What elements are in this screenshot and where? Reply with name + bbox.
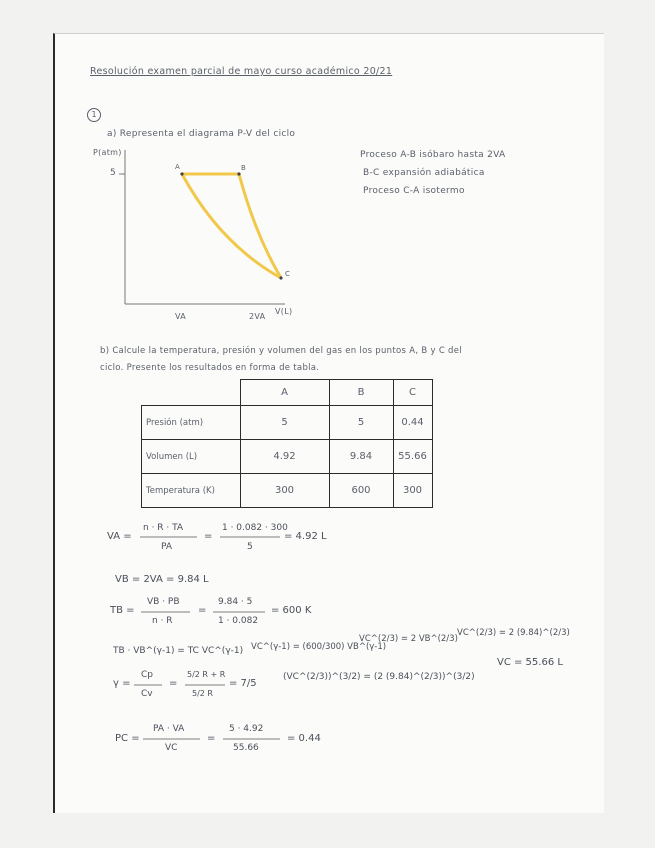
table-header-a: A [240,380,329,406]
volume-a: 4.92 [240,440,329,474]
tb-denominator-2: 1 · 0.082 [218,616,259,626]
va-result: = 4.92 L [284,531,327,542]
x-tick-2va: 2VA [249,312,266,321]
process-ca-curve [182,174,281,278]
va-numerator-2: 1 · 0.082 · 300 [222,523,288,533]
pressure-a: 5 [240,406,329,440]
row-label-temperature: Temperatura (K) [142,474,241,508]
temperature-c: 300 [393,474,432,508]
process-bc-curve [239,174,281,278]
table-header-c: C [393,380,432,406]
part-a-prompt: a) Representa el diagrama P-V del ciclo [107,129,296,139]
tb-result: = 600 K [271,605,312,616]
row-label-volume: Volumen (L) [142,440,241,474]
table-header-row [142,380,433,406]
y-tick-label: 5 [110,168,117,178]
point-a-dot [180,172,183,175]
pc-result: = 0.44 [287,733,321,744]
table-row-temperature [142,474,433,508]
exam-page [53,33,604,813]
tb-denominator: n · R [152,616,173,626]
pc-numerator: PA · VA [153,724,185,734]
table-row-volume [142,440,433,474]
tb-numerator: VB · PB [147,597,180,607]
tb-equals: = [198,605,207,616]
gamma-equals: = [169,678,178,689]
page-title: Resolución examen parcial de mayo curso académico 20/21 [90,66,393,77]
results-table [141,379,433,508]
va-denominator: PA [161,542,173,552]
problem-number: 1 [91,110,97,119]
table-header-b: B [329,380,393,406]
adiabatic-relation-3: VC^(2/3) = 2 VB^(2/3) [359,634,458,644]
adiabatic-relation-1: TB · VB^(γ-1) = TC VC^(γ-1) [113,646,244,656]
pc-equals: = [207,733,216,744]
gamma-numerator-2: 5/2 R + R [187,670,226,679]
point-c-label: C [285,270,291,278]
pc-numerator-2: 5 · 4.92 [229,724,264,734]
y-axis-label: P(atm) [93,148,122,157]
temperature-a: 300 [240,474,329,508]
tb-numerator-2: 9.84 · 5 [218,597,253,607]
pressure-b: 5 [329,406,393,440]
gamma-denominator: Cv [141,689,153,699]
vc-result: VC = 55.66 L [497,657,563,668]
vb-calculation: VB = 2VA = 9.84 L [115,574,209,585]
va-numerator: n · R · TA [143,523,184,533]
tb-lhs: TB = [110,605,135,616]
adiabatic-relation-2: VC^(γ-1) = (600/300) VB^(γ-1) [251,642,387,652]
va-equals: = [204,531,213,542]
gamma-lhs: γ = [113,678,131,689]
volume-c: 55.66 [393,440,432,474]
volume-b: 9.84 [329,440,393,474]
pressure-c: 0.44 [393,406,432,440]
point-a-label: A [175,163,181,171]
point-b-label: B [241,164,247,172]
process-ab: Proceso A-B isóbaro hasta 2VA [360,150,506,160]
point-b-dot [237,172,240,175]
va-denominator-2: 5 [247,542,253,552]
process-bc: B-C expansión adiabática [363,168,485,178]
part-b-prompt-line-2: ciclo. Presente los resultados en forma de tabla. [100,363,320,373]
x-axis-label: V(L) [275,307,293,316]
temperature-b: 600 [329,474,393,508]
row-label-pressure: Presión (atm) [142,406,241,440]
gamma-numerator: Cp [141,670,153,680]
adiabatic-relation-4: VC^(2/3) = 2 (9.84)^(2/3) [457,628,570,638]
point-c-dot [279,276,282,279]
va-lhs: VA = [107,531,132,542]
process-ca: Proceso C-A isotermo [363,186,465,196]
gamma-denominator-2: 5/2 R [192,689,213,698]
x-tick-va: VA [175,312,187,321]
table-corner-cell [142,380,241,406]
table-row-pressure [142,406,433,440]
pc-denominator: VC [165,743,178,753]
gamma-result: = 7/5 [229,678,257,689]
pc-denominator-2: 55.66 [233,743,259,753]
pc-lhs: PC = [115,733,140,744]
vc-power-equation: (VC^(2/3))^(3/2) = (2 (9.84)^(2/3))^(3/2) [283,672,475,682]
part-b-prompt-line-1: b) Calcule la temperatura, presión y volumen del gas en los puntos A, B y C del [100,346,462,356]
